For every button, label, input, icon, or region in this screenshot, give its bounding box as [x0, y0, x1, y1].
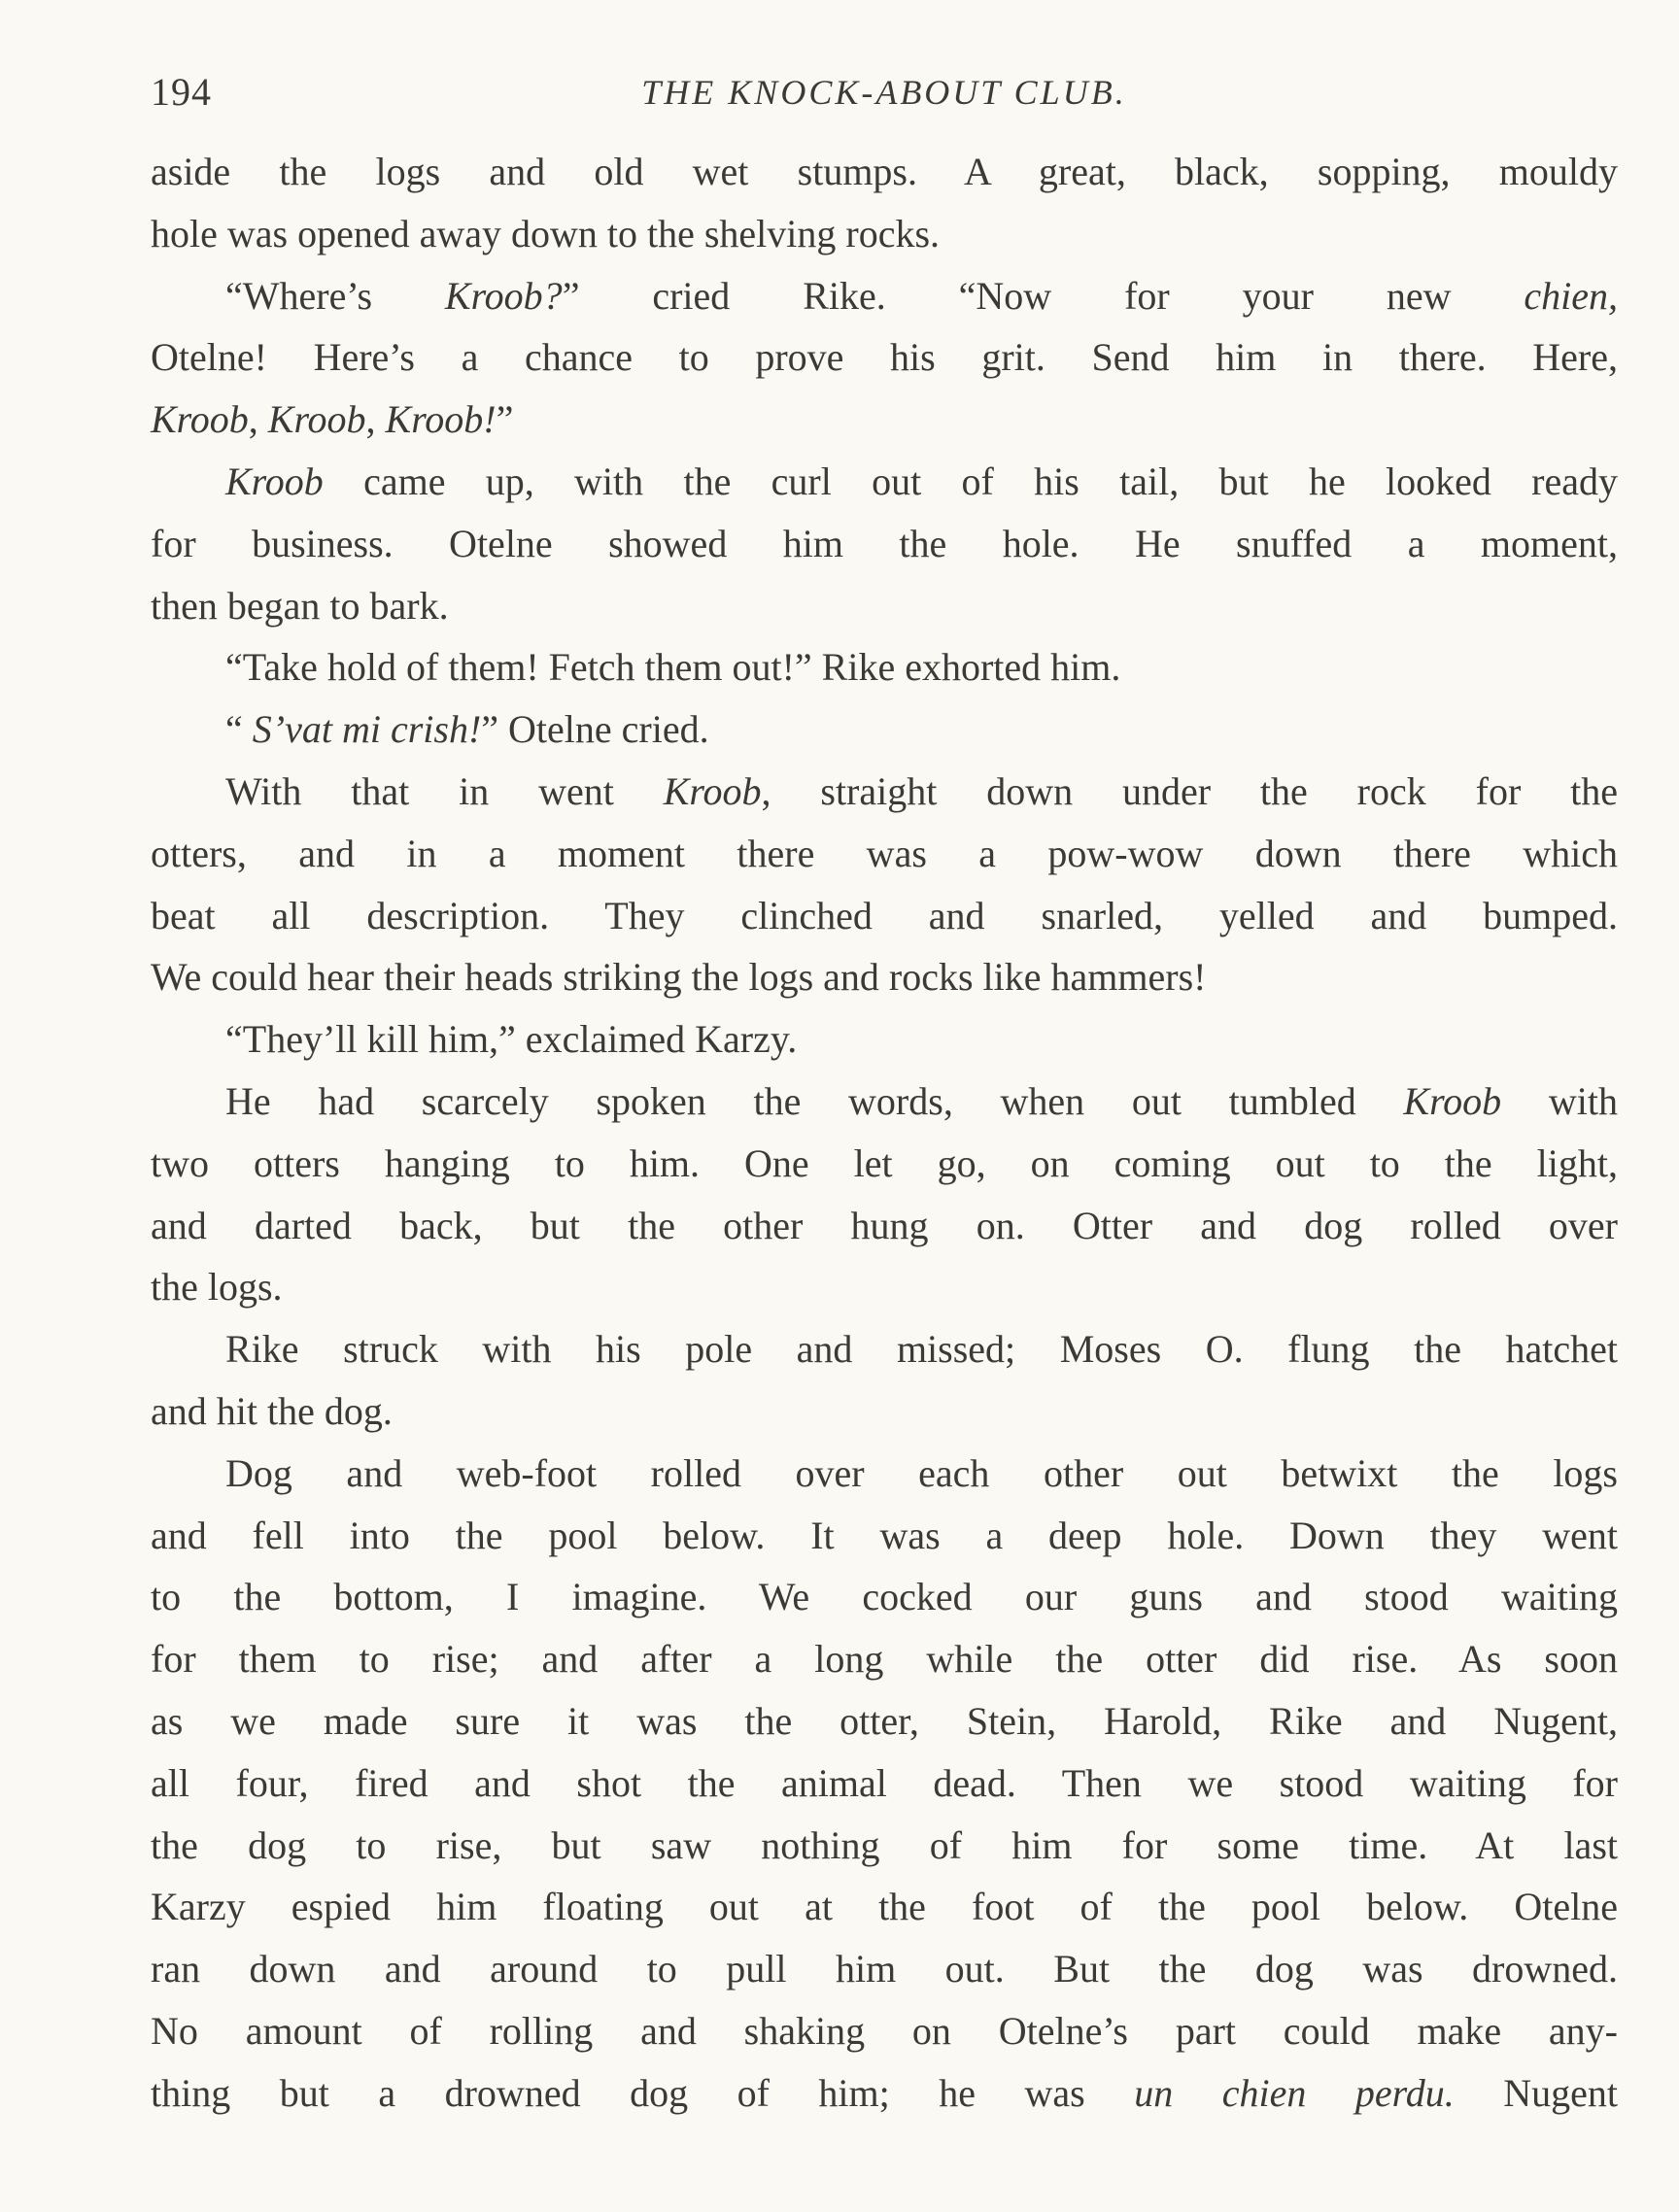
text-segment: “Take hold of them! Fetch them out!” Rike exhorted him.	[225, 645, 1121, 690]
text-segment: otters, and in a moment there was a pow-wow down there which	[151, 831, 1618, 875]
text-segment: “They’ll kill him,” exclaimed Karzy.	[225, 1017, 798, 1062]
italic-text: Kroob	[151, 397, 249, 442]
text-segment: came up, with the curl out of his tail, but he looked ready	[323, 459, 1618, 503]
text-segment: Karzy espied him floating out at the foot of the pool below. Otelne	[151, 1885, 1618, 1929]
text-line	[151, 1690, 1618, 1753]
text-line	[151, 946, 1618, 1008]
text-line	[151, 1815, 1618, 1877]
italic-text: Kroob	[663, 768, 762, 813]
text-line	[151, 2062, 1618, 2125]
book-page	[151, 58, 1618, 2125]
running-title: THE KNOCK-ABOUT CLUB.	[641, 73, 1127, 112]
text-line	[151, 1443, 1618, 1505]
text-segment: all four, fired and shot the animal dead. Then we stood waiting for	[151, 1760, 1618, 1805]
text-segment: No amount of rolling and shaking on Otelne’s part could make any-	[151, 2008, 1618, 2053]
text-segment: He had scarcely spoken the words, when out tumbled	[225, 1078, 1404, 1123]
text-line	[151, 1318, 1618, 1380]
text-line	[151, 513, 1618, 575]
text-line	[151, 1628, 1618, 1690]
text-segment: the logs.	[151, 1265, 283, 1310]
text-line	[151, 1380, 1618, 1443]
text-line	[151, 575, 1618, 637]
text-line	[151, 761, 1618, 823]
text-segment: ,	[248, 397, 268, 442]
text-segment: “Where’s	[225, 273, 445, 318]
italic-text: Kroob?	[444, 273, 563, 318]
italic-text: Kroob	[225, 459, 324, 503]
text-segment: as we made sure it was the otter, Stein, Harold, Rike and Nugent,	[151, 1698, 1618, 1743]
italic-text: Kroob!	[385, 397, 497, 442]
running-head	[151, 58, 1618, 126]
text-line	[151, 1256, 1618, 1318]
text-line	[151, 265, 1618, 327]
text-line	[151, 1876, 1618, 1938]
text-line	[151, 1505, 1618, 1567]
text-line	[151, 636, 1618, 698]
text-segment: for them to rise; and after a long while the otter did rise. As soon	[151, 1637, 1618, 1682]
text-segment: ”	[496, 397, 514, 442]
text-segment: and hit the dog.	[151, 1388, 393, 1433]
text-segment: “	[225, 707, 253, 752]
text-line	[151, 1753, 1618, 1815]
text-line	[151, 451, 1618, 513]
text-line	[151, 1195, 1618, 1257]
text-line	[151, 823, 1618, 885]
text-segment: ,	[365, 397, 386, 442]
text-line	[151, 1566, 1618, 1628]
italic-text: un chien perdu.	[1134, 2070, 1455, 2115]
text-segment: beat all description. They clinched and snarled, yelled and bumped.	[151, 893, 1618, 937]
text-line	[151, 2000, 1618, 2062]
text-segment: Rike struck with his pole and missed; Moses O. flung the hatchet	[225, 1327, 1618, 1372]
text-line	[151, 1008, 1618, 1071]
text-line	[151, 1071, 1618, 1133]
text-segment: to the bottom, I imagine. We cocked our guns and stood waiting	[151, 1575, 1618, 1619]
text-segment: aside the logs and old wet stumps. A great, black, sopping, mouldy	[151, 150, 1618, 193]
text-segment: With that in went	[225, 768, 664, 813]
text-segment: with	[1501, 1078, 1618, 1123]
text-segment: and darted back, but the other hung on. Otter and dog rolled over	[151, 1203, 1618, 1247]
text-line	[151, 326, 1618, 389]
text-segment: and fell into the pool below. It was a deep hole. Down they went	[151, 1513, 1618, 1557]
page-number: 194	[151, 70, 212, 114]
text-line	[151, 885, 1618, 947]
text-segment: hole was opened away down to the shelving rocks.	[151, 211, 941, 255]
text-line	[151, 1133, 1618, 1195]
text-segment: the dog to rise, but saw nothing of him for some time. At last	[151, 1822, 1618, 1867]
text-segment: Dog and web-foot rolled over each other out betwixt the logs	[225, 1450, 1618, 1495]
text-line	[151, 389, 1618, 451]
text-segment: Otelne! Here’s a chance to prove his grit. Send him in there. Here,	[151, 335, 1618, 380]
text-segment: then began to bark.	[151, 583, 449, 628]
text-segment: for business. Otelne showed him the hole. He snuffed a moment,	[151, 521, 1618, 565]
italic-text: Kroob	[267, 397, 366, 442]
text-line	[151, 203, 1618, 265]
text-segment: two otters hanging to him. One let go, on coming out to the light,	[151, 1140, 1618, 1185]
text-line	[151, 1938, 1618, 2000]
body-text	[151, 141, 1618, 2125]
text-segment: Nugent	[1454, 2070, 1618, 2115]
text-segment: We could hear their heads striking the logs and rocks like hammers!	[151, 955, 1207, 1000]
text-segment: ” cried Rike. “Now for your new	[562, 273, 1525, 318]
text-segment: ” Otelne cried.	[481, 707, 709, 752]
text-line	[151, 141, 1618, 203]
italic-text: chien,	[1524, 273, 1618, 318]
text-segment: thing but a drowned dog of him; he was	[151, 2070, 1135, 2115]
italic-text: S’vat mi crish!	[252, 707, 482, 752]
text-segment: , straight down under the rock for the	[761, 768, 1619, 813]
text-segment: ran down and around to pull him out. But the dog was drowned.	[151, 1947, 1618, 1991]
text-line	[151, 698, 1618, 761]
italic-text: Kroob	[1403, 1078, 1502, 1123]
